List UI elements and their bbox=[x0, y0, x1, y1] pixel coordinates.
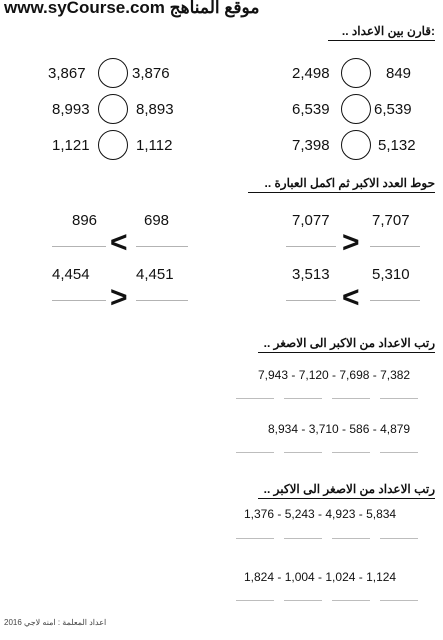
compare-circle[interactable] bbox=[341, 94, 371, 124]
bigger-left-1-sign: < bbox=[110, 226, 128, 259]
compare-left-1-a: 3,867 bbox=[48, 65, 86, 82]
compare-left-3-b: 1,112 bbox=[136, 137, 173, 154]
answer-blank[interactable] bbox=[136, 300, 188, 301]
compare-circle[interactable] bbox=[98, 130, 128, 160]
answer-blank[interactable] bbox=[380, 452, 418, 453]
site-brand bbox=[4, 0, 259, 18]
bigger-left-2-b: 4,451 bbox=[136, 266, 174, 283]
answer-blank[interactable] bbox=[284, 452, 322, 453]
section-order-asc-underline bbox=[258, 498, 435, 499]
answer-blank[interactable] bbox=[332, 538, 370, 539]
compare-circle[interactable] bbox=[98, 58, 128, 88]
compare-right-3-a: 7,398 bbox=[292, 137, 330, 154]
compare-left-1-b: 3,876 bbox=[132, 65, 170, 82]
answer-blank[interactable] bbox=[284, 538, 322, 539]
answer-blank[interactable] bbox=[332, 398, 370, 399]
section-order-desc-underline bbox=[258, 352, 435, 353]
bigger-right-1-sign: > bbox=[342, 226, 360, 259]
bigger-right-1-a: 7,077 bbox=[292, 212, 330, 229]
answer-blank[interactable] bbox=[284, 600, 322, 601]
order-desc-row-2: 8,934 - 3,710 - 586 - 4,879 bbox=[268, 422, 411, 436]
answer-blank[interactable] bbox=[380, 398, 418, 399]
bigger-left-1-b: 698 bbox=[144, 212, 170, 229]
answer-blank[interactable] bbox=[332, 452, 370, 453]
section-compare-title: :قارن بين الاعداد .. bbox=[341, 24, 435, 38]
answer-blank[interactable] bbox=[236, 600, 274, 601]
answer-blank[interactable] bbox=[236, 398, 274, 399]
footer-credit: اعداد المعلمة : امنه لاجي 2016 bbox=[4, 618, 107, 627]
compare-right-3-b: 5,132 bbox=[378, 137, 416, 154]
section-compare-underline bbox=[328, 40, 435, 41]
section-circle-bigger-title: حوط العدد الاكبر ثم اكمل العبارة .. bbox=[264, 176, 435, 190]
answer-blank[interactable] bbox=[370, 246, 420, 247]
compare-right-1-a: 2,498 bbox=[292, 65, 330, 82]
compare-right-2-b: 6,539 bbox=[374, 101, 412, 118]
bigger-left-2-sign: > bbox=[110, 281, 128, 314]
order-desc-row-1: 7,943 - 7,120 - 7,698 - 7,382 bbox=[258, 368, 411, 382]
bigger-left-2-a: 4,454 bbox=[52, 266, 90, 283]
site-url: www.syCourse.com bbox=[4, 0, 165, 17]
order-asc-row-2: 1,824 - 1,004 - 1,024 - 1,124 bbox=[244, 570, 397, 584]
compare-circle[interactable] bbox=[98, 94, 128, 124]
site-name-arabic: موقع المناهج bbox=[169, 0, 260, 17]
section-circle-bigger-underline bbox=[248, 192, 435, 193]
order-asc-row-1: 1,376 - 5,243 - 4,923 - 5,834 bbox=[244, 507, 397, 521]
answer-blank[interactable] bbox=[236, 452, 274, 453]
compare-circle[interactable] bbox=[341, 58, 371, 88]
answer-blank[interactable] bbox=[136, 246, 188, 247]
answer-blank[interactable] bbox=[286, 300, 336, 301]
answer-blank[interactable] bbox=[380, 538, 418, 539]
answer-blank[interactable] bbox=[380, 600, 418, 601]
compare-circle[interactable] bbox=[341, 130, 371, 160]
answer-blank[interactable] bbox=[286, 246, 336, 247]
compare-left-3-a: 1,121 bbox=[52, 137, 90, 154]
answer-blank[interactable] bbox=[236, 538, 274, 539]
answer-blank[interactable] bbox=[52, 300, 106, 301]
bigger-right-2-a: 3,513 bbox=[292, 266, 330, 283]
section-order-asc-title: رتب الاعداد من الاصغر الى الاكبر .. bbox=[263, 482, 435, 496]
bigger-left-1-a: 896 bbox=[72, 212, 98, 229]
answer-blank[interactable] bbox=[284, 398, 322, 399]
compare-right-2-a: 6,539 bbox=[292, 101, 330, 118]
section-order-desc-title: رتب الاعداد من الاكبر الى الاصغر .. bbox=[263, 336, 435, 350]
compare-left-2-b: 8,893 bbox=[136, 101, 174, 118]
compare-left-2-a: 8,993 bbox=[52, 101, 90, 118]
bigger-right-1-b: 7,707 bbox=[372, 212, 410, 229]
answer-blank[interactable] bbox=[370, 300, 420, 301]
bigger-right-2-b: 5,310 bbox=[372, 266, 410, 283]
compare-right-1-b: 849 bbox=[386, 65, 412, 82]
answer-blank[interactable] bbox=[332, 600, 370, 601]
answer-blank[interactable] bbox=[52, 246, 106, 247]
bigger-right-2-sign: < bbox=[342, 281, 360, 314]
